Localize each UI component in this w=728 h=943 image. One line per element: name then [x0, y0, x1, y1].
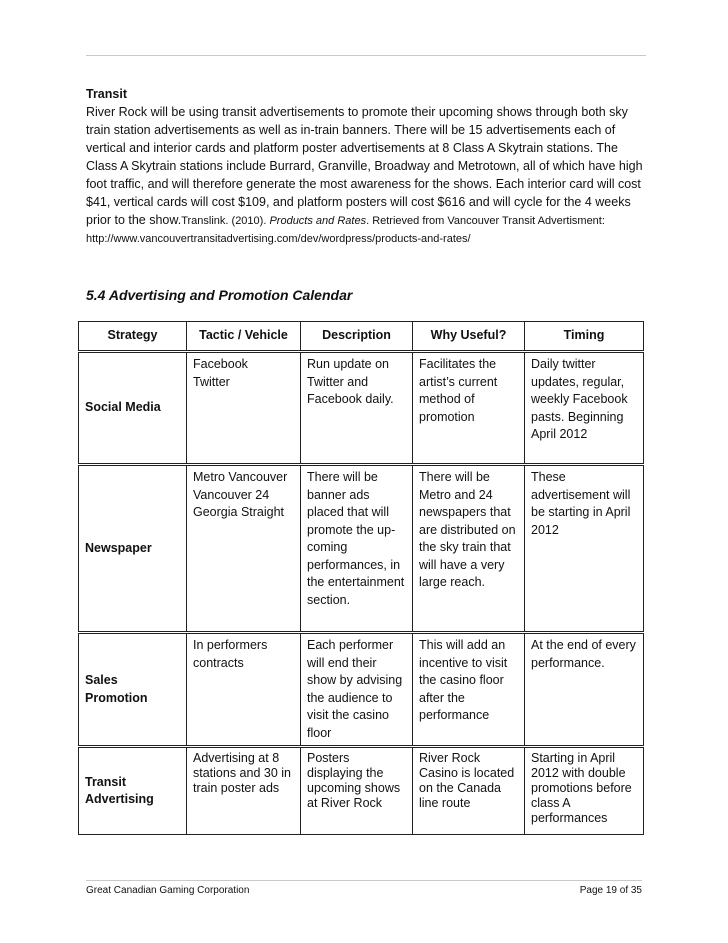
cell-tactic: In performers contracts — [187, 633, 301, 747]
cell-tactic: Advertising at 8 stations and 30 in train poster ads — [187, 747, 301, 835]
page-footer — [86, 880, 642, 896]
advertising-calendar-table — [78, 321, 644, 835]
col-header-description: Description — [301, 322, 413, 352]
table-header-row — [79, 322, 644, 352]
cell-strategy: Newspaper — [79, 465, 187, 633]
footer-company: Great Canadian Gaming Corporation — [86, 885, 250, 896]
section-title: 5.4 Advertising and Promotion Calendar — [86, 287, 353, 303]
cell-description: There will be banner ads placed that will promote the up-coming performances, in the entertainment section. — [301, 465, 413, 633]
col-header-strategy: Strategy — [79, 322, 187, 352]
cell-timing: These advertisement will be starting in April 2012 — [525, 465, 644, 633]
col-header-why-useful: Why Useful? — [413, 322, 525, 352]
cell-description: Run update on Twitter and Facebook daily. — [301, 352, 413, 465]
table-row — [79, 633, 644, 747]
cell-why-useful: This will add an incentive to visit the casino floor after the performance — [413, 633, 525, 747]
cell-strategy: Transit Advertising — [79, 747, 187, 835]
footer-page-number: Page 19 of 35 — [579, 885, 642, 896]
col-header-timing: Timing — [525, 322, 644, 352]
col-header-tactic: Tactic / Vehicle — [187, 322, 301, 352]
transit-body: River Rock will be using transit advertisements to promote their upcoming shows through both sky train station advertisements as well as in-train banners. There will be 15 advertisements each of vertical and interior cards and platform poster advertisements at 8 Class A Skytrain stations. The Class A Skytrain stations include Burrard, Granville, Broadway and Metrotown, all of which have high foot traffic, and will therefore generate the most awareness for the shows. Each interior card will cost $41, vertical cards will cost $109, and platform posters will cost $616 and will cycle for the 4 weeks prior to the show.Translink. (2010). Products and Rates. Retrieved from Vancouver Transit Advertisment: — [86, 105, 643, 227]
cell-why-useful: Facilitates the artist’s current method of promotion — [413, 352, 525, 465]
table-row — [79, 352, 644, 465]
cell-strategy: Sales Promotion — [79, 633, 187, 747]
cell-timing: Daily twitter updates, regular, weekly Facebook pasts. Beginning April 2012 — [525, 352, 644, 465]
cell-strategy: Social Media — [79, 352, 187, 465]
cell-description: Posters displaying the upcoming shows at River Rock — [301, 747, 413, 835]
cell-why-useful: River Rock Casino is located on the Canada line route — [413, 747, 525, 835]
citation-rest: . Retrieved from Vancouver Transit Advertisment: — [366, 215, 605, 227]
citation-author: Translink. (2010). — [181, 215, 267, 227]
cell-timing: At the end of every performance. — [525, 633, 644, 747]
table-row — [79, 465, 644, 633]
cell-description: Each performer will end their show by advising the audience to visit the casino floor — [301, 633, 413, 747]
citation-title: Products and Rates — [269, 215, 367, 227]
citation-url: http://www.vancouvertransitadvertising.com/dev/wordpress/products-and-rates/ — [86, 233, 471, 245]
transit-heading: Transit — [86, 87, 127, 101]
cell-tactic: Metro Vancouver Vancouver 24 Georgia Straight — [187, 465, 301, 633]
transit-section — [86, 85, 646, 248]
cell-why-useful: There will be Metro and 24 newspapers that are distributed on the sky train that will have a very large reach. — [413, 465, 525, 633]
header-rule — [86, 55, 646, 56]
cell-timing: Starting in April 2012 with double promotions before class A performances — [525, 747, 644, 835]
table-row — [79, 747, 644, 835]
cell-tactic: Facebook Twitter — [187, 352, 301, 465]
